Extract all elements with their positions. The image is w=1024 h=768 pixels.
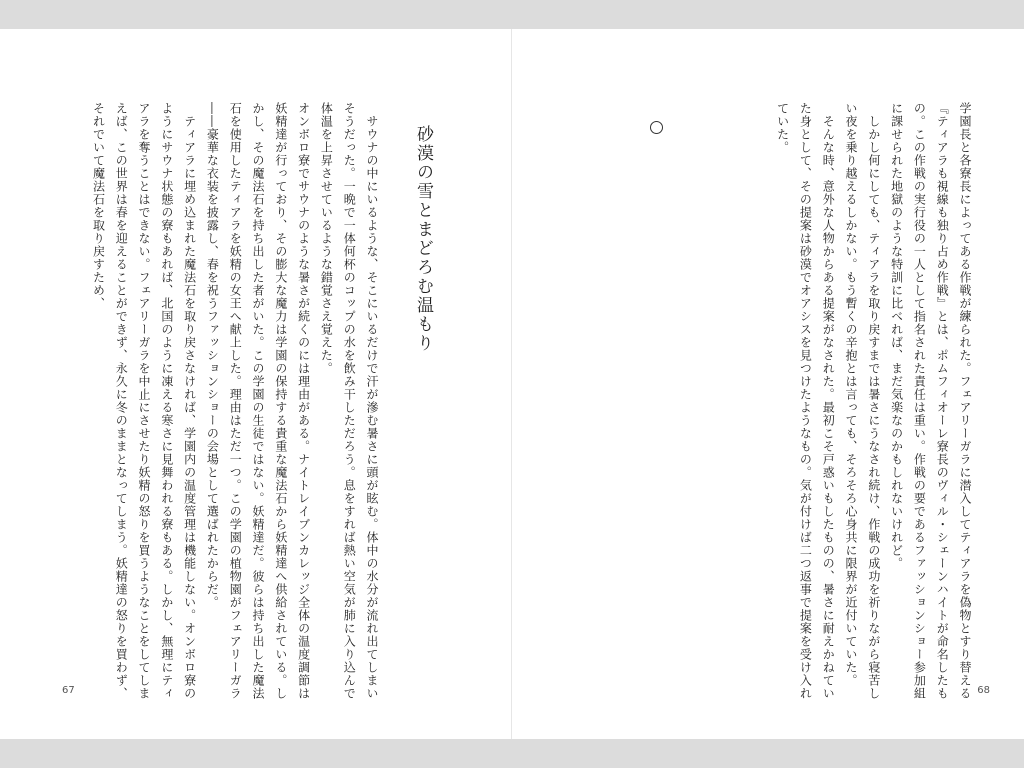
viewer-bottom-band	[0, 739, 1024, 768]
page-number-right: 68	[977, 685, 990, 696]
left-page	[0, 29, 511, 739]
page-number-left: 67	[62, 685, 75, 696]
right-page	[512, 29, 1024, 739]
section-title: 砂漠の雪とまどろむ温もり	[413, 125, 433, 353]
scene-break-circle-icon	[650, 121, 663, 134]
book-spread	[0, 29, 1024, 739]
left-page-body-text: サウナの中にいるような、そこにいるだけで汗が滲む暑さに頭が眩む。体中の水分が流れ出てしまいそうだった。一晩で一体何杯のコップの水を飲み干しただろう。息をすれば熱い空気が肺に入り込んで体温を上昇させているような錯覚さえ覚えた。 オンボロ寮でサウナのような暑さが続くのには理由がある。ナイトレイブンカレッジ全体の温度調節は妖精達が行っており、その膨大な魔力は学園の保持する貴重な魔法石から妖精達へ供給されている。しかし、その魔法石を持ち出した者がいた。この学園の生徒ではない。妖精達だ。彼らは持ち出した魔法石を使用したティアラを妖精の女王へ献上した。理由はただ一つ。この学園の植物園がフェアリーガラ――豪華な衣装を披露し、春を祝うファッションショーの会場として選ばれたからだ。 ティアラに埋め込まれた魔法石を取り戻さなければ、学園内の温度管理は機能しない。オンボロ寮のようにサウナ状態の寮もあれば、北国のように凍える寒さに見舞われる寮もある。しかし、無理にティアラを奪うことはできない。フェアリーガラを中止にさせたり妖精の怒りを買うようなことをしてしまえば、この世界は春を迎えることができず、永久に冬のままとなってしまう。妖精達の怒りを買わず、それでいて魔法石を取り戻すため、	[91, 102, 379, 700]
right-page-body-text: 学園長と各寮長によってある作戦が練られた。フェアリーガラに潜入してティアラを偽物とすり替える『ティアラも視線も独り占め作戦』とは、ポムフィオーレ寮長のヴィル・シェーンハイトが命名したもの。この作戦の実行役の一人として指名された責任は重い。作戦の要であるファッションショー参加組に課せられた地獄のような特訓に比べれば、まだ気楽なのかもしれないけれど。 しかし何にしても、ティアラを取り戻すまでは暑さにうなされ続け、作戦の成功を祈りながら寝苦しい夜を乗り越えるしかない。もう暫くの辛抱とは言っても、そろそろ心身共に限界が近付いていた。 そんな時、意外な人物からある提案がなされた。最初こそ戸惑いもしたものの、暑さに耐えかねていた身として、その提案は砂漠でオアシスを見つけたようなもの。気が付けば二つ返事で提案を受け入れていた。	[775, 102, 972, 700]
viewer-top-band	[0, 0, 1024, 29]
